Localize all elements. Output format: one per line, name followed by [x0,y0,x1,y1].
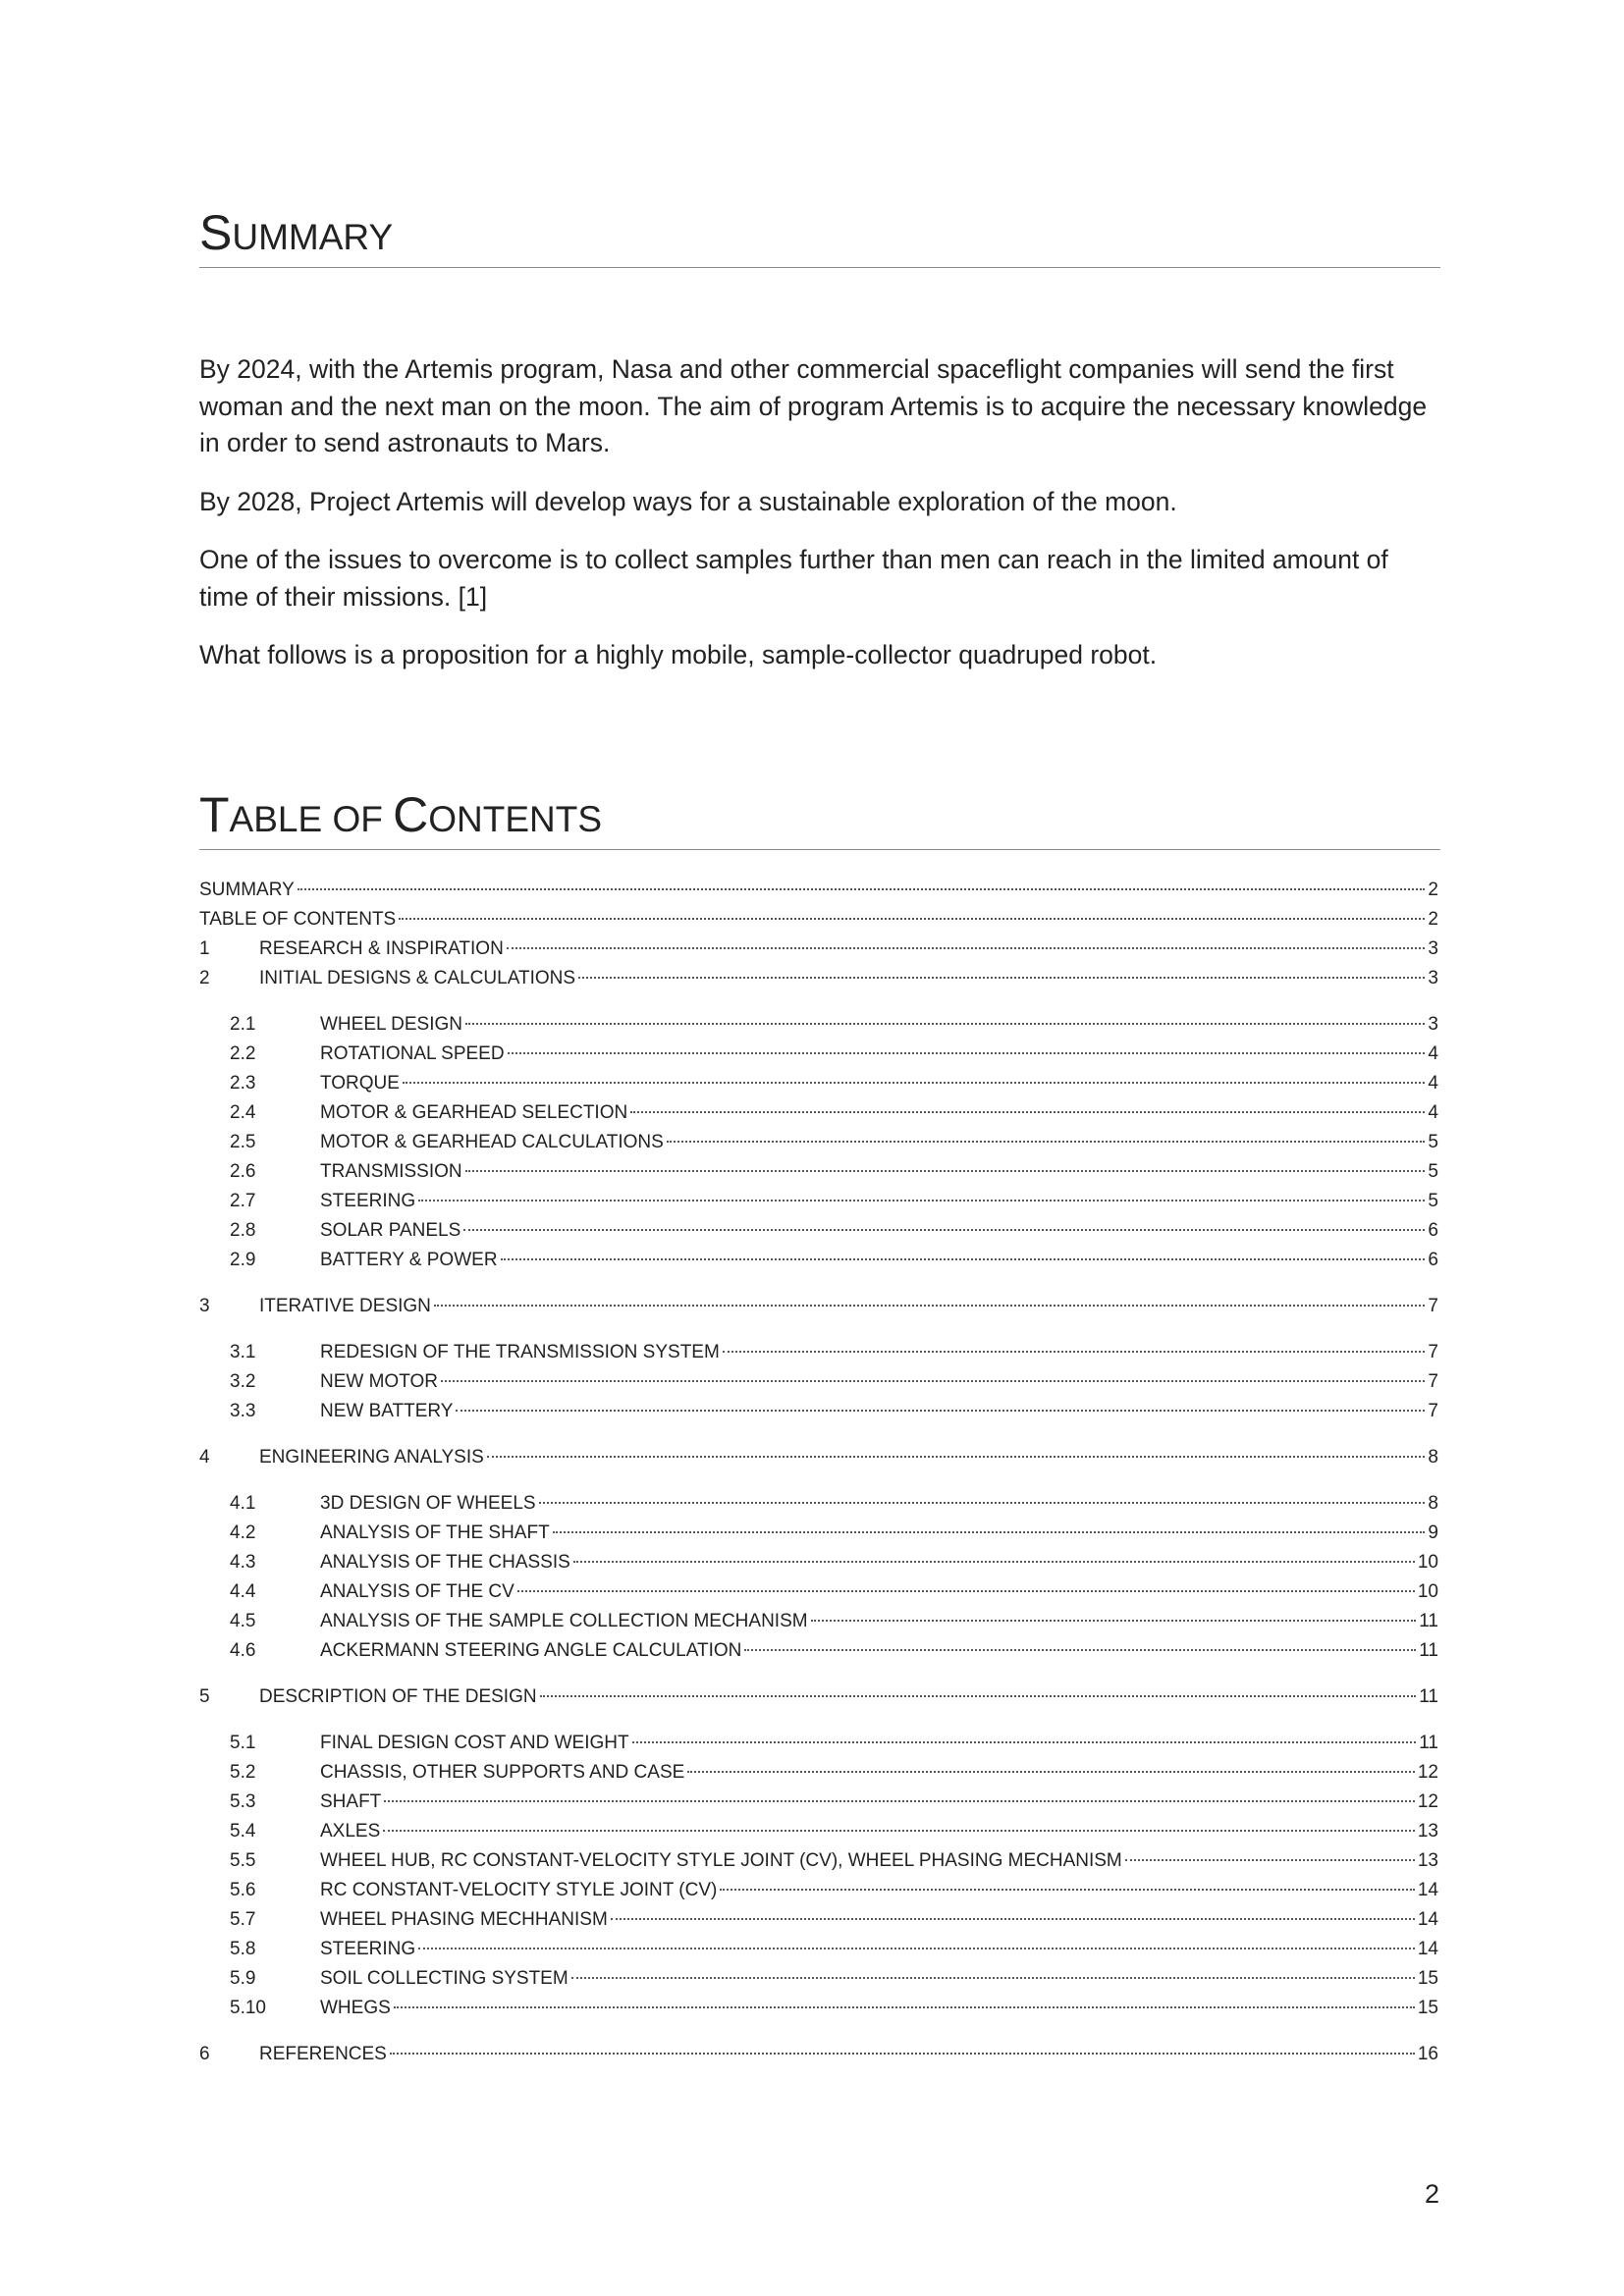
toc-entry-title[interactable]: INITIAL DESIGNS & CALCULATIONS [259,968,576,988]
toc-entry-title[interactable]: RESEARCH & INSPIRATION [259,938,504,959]
toc-dot-leader [501,1258,1426,1260]
toc-dot-leader [463,1229,1425,1231]
toc-dot-leader [611,1918,1415,1920]
toc-entry[interactable] [199,1338,1438,1367]
toc-entry-number: 2.7 [230,1191,256,1211]
toc-entry[interactable] [199,1292,1438,1321]
toc-entry-number: 5.9 [230,1968,256,1989]
toc-entry-number: 5.2 [230,1762,256,1783]
toc-entry[interactable] [199,1548,1438,1577]
toc-dot-leader [632,1741,1417,1743]
toc-dot-leader [418,1200,1425,1201]
toc-entry-number: 4.5 [230,1611,256,1631]
toc-entry-page: 6 [1428,1220,1438,1241]
toc-entry-number: 3.2 [230,1371,256,1392]
toc-entry-number: 4.6 [230,1640,256,1661]
toc-entry[interactable] [199,1964,1438,1994]
toc-entry[interactable] [199,1876,1438,1905]
toc-entry-number: 5.5 [230,1850,256,1871]
toc-entry-number: 2.8 [230,1220,256,1241]
toc-entry-page: 12 [1417,1762,1438,1783]
toc-entry[interactable] [199,964,1438,993]
toc-entry[interactable] [199,1157,1438,1187]
toc-entry-number: 3.3 [230,1401,256,1421]
toc-entry-page: 13 [1417,1850,1438,1871]
toc-dot-leader [540,1695,1417,1697]
toc-entry-page: 5 [1428,1191,1438,1211]
toc-entry[interactable] [199,1187,1438,1216]
toc-entry-number: 5.3 [230,1791,256,1812]
toc-heading-initial-c: C [393,787,429,842]
toc-entry-page: 5 [1428,1132,1438,1152]
toc-entry[interactable] [199,1098,1438,1128]
toc-heading [199,787,1440,850]
summary-paragraph-1: By 2024, with the Artemis program, Nasa and other commercial spaceflight companies will send the first woman and the next man on the moon. The aim of program Artemis is to acquire the necessary knowledge in order to send astronauts to Mars. [199,354,1428,457]
page-number: 2 [1424,2179,1439,2209]
toc-dot-leader [517,1590,1415,1592]
toc-entry-page: 8 [1428,1493,1438,1514]
toc-entry-title[interactable]: AXLES [320,1821,381,1842]
toc-entry-page: 15 [1417,1998,1438,2018]
toc-entry-page: 11 [1419,1640,1438,1661]
toc-dot-leader [573,1561,1415,1563]
toc-entry-number: 3.1 [230,1342,256,1362]
toc-entry-title[interactable]: ANALYSIS OF THE CV [320,1581,514,1602]
toc-entry-title[interactable]: WHEEL DESIGN [320,1014,462,1035]
toc-dot-leader [465,1170,1426,1172]
toc-entry-title[interactable]: WHEEL HUB, RC CONSTANT-VELOCITY STYLE JOINT (CV), WHEEL PHASING MECHANISM [320,1850,1122,1871]
toc-dot-leader [383,1830,1415,1832]
toc-dot-leader [1125,1859,1415,1861]
toc-dot-leader [465,1023,1425,1025]
toc-entry-title[interactable]: TABLE OF CONTENTS [199,909,397,930]
toc-entry-number: 2.3 [230,1073,256,1094]
toc-entry-title[interactable]: SHAFT [320,1791,382,1812]
summary-paragraph-3: One of the issues to overcome is to collect samples further than men can reach in the limited amount of time of their missions. [1] [199,545,1388,612]
toc-entry-page: 10 [1417,1581,1438,1602]
toc-entry-page: 2 [1428,880,1438,900]
toc-dot-leader [441,1380,1425,1382]
summary-heading [199,205,1440,268]
toc-entry-page: 12 [1417,1791,1438,1812]
toc-entry-page: 16 [1417,2044,1438,2064]
toc-entry-page: 4 [1428,1102,1438,1123]
toc-entry-number: 2 [199,968,210,988]
toc-entry[interactable] [199,2040,1438,2069]
toc-entry[interactable] [199,1817,1438,1846]
toc-heading-part-2: ONTENTS [428,799,602,839]
toc-entry-title[interactable]: ENGINEERING ANALYSIS [259,1447,484,1468]
toc-dot-leader [539,1502,1426,1504]
toc-dot-leader [434,1305,1426,1307]
toc-entry-title[interactable]: NEW MOTOR [320,1371,438,1392]
toc-dot-leader [571,1977,1415,1979]
toc-entry-page: 9 [1428,1522,1438,1543]
toc-entry-title[interactable]: 3D DESIGN OF WHEELS [320,1493,536,1514]
toc-dot-leader [720,1889,1415,1891]
toc-entry-title[interactable]: MOTOR & GEARHEAD SELECTION [320,1102,628,1123]
toc-entry[interactable] [199,1069,1438,1098]
toc-entry-page: 10 [1417,1552,1438,1573]
toc-entry-title[interactable]: DESCRIPTION OF THE DESIGN [259,1686,537,1707]
toc-entry[interactable] [199,1682,1438,1712]
toc-entry-page: 3 [1428,1014,1438,1035]
toc-entry-number: 2.5 [230,1132,256,1152]
toc-dot-leader [687,1771,1415,1773]
toc-entry-number: 2.9 [230,1250,256,1270]
toc-entry[interactable] [199,1758,1438,1788]
toc-entry-page: 14 [1417,1880,1438,1900]
toc-entry-title[interactable]: ACKERMANN STEERING ANGLE CALCULATION [320,1640,742,1661]
toc-dot-leader [507,947,1426,949]
toc-entry-title[interactable]: STEERING [320,1191,416,1211]
toc-entry-page: 3 [1428,938,1438,959]
toc-entry-number: 5 [199,1686,210,1707]
toc-entry-title[interactable]: NEW BATTERY [320,1401,454,1421]
toc-dot-leader [394,2006,1415,2008]
toc-entry[interactable] [199,1846,1438,1876]
toc-entry[interactable] [199,1367,1438,1397]
toc-entry[interactable] [199,934,1438,964]
toc-heading-initial-t: T [199,787,230,842]
toc-entry-title[interactable]: MOTOR & GEARHEAD CALCULATIONS [320,1132,664,1152]
toc-dot-leader [390,2053,1415,2055]
toc-entry-number: 5.10 [230,1998,266,2018]
toc-entry-number: 2.6 [230,1161,256,1182]
toc-entry-page: 8 [1428,1447,1438,1468]
toc-entry-title[interactable]: REFERENCES [259,2044,387,2064]
toc-entry-title[interactable]: SOLAR PANELS [320,1220,461,1241]
toc-entry-title[interactable]: STEERING [320,1939,416,1959]
toc-entry[interactable] [199,1489,1438,1519]
toc-dot-leader [418,1948,1415,1949]
toc-entry-number: 5.4 [230,1821,256,1842]
toc-entry[interactable] [199,905,1438,934]
toc-entry-number: 5.1 [230,1733,256,1753]
toc-entry-number: 4.4 [230,1581,256,1602]
toc-entry-title[interactable]: TORQUE [320,1073,400,1094]
toc-entry-number: 3 [199,1296,210,1316]
toc-dot-leader [508,1052,1426,1054]
toc-entry-page: 7 [1428,1296,1438,1316]
summary-paragraph-2: By 2028, Project Artemis will develop ways for a sustainable exploration of the moon. [199,486,1177,516]
toc-dot-leader [811,1620,1417,1622]
toc-entry-title[interactable]: SUMMARY [199,880,295,900]
toc-entry[interactable] [199,1519,1438,1548]
toc-entry-number: 5.7 [230,1909,256,1930]
toc-entry[interactable] [199,1607,1438,1636]
toc-entry[interactable] [199,1010,1438,1040]
toc-entry-number: 4.2 [230,1522,256,1543]
toc-dot-leader [630,1111,1425,1113]
toc-entry[interactable] [199,1040,1438,1069]
toc-entry-page: 15 [1417,1968,1438,1989]
toc-entry-title[interactable]: CHASSIS, OTHER SUPPORTS AND CASE [320,1762,685,1783]
summary-body [199,351,1440,696]
toc-entry[interactable] [199,1994,1438,2023]
toc-entry-page: 11 [1419,1733,1438,1753]
toc-dot-leader [456,1410,1425,1412]
toc-dot-leader [667,1141,1426,1143]
toc-entry[interactable] [199,1443,1438,1472]
summary-heading-initial: S [199,205,233,260]
toc-dot-leader [403,1082,1425,1084]
toc-dot-leader [723,1351,1426,1353]
toc-entry-number: 4 [199,1447,210,1468]
toc-entry-title[interactable]: BATTERY & POWER [320,1250,498,1270]
toc-entry-page: 11 [1419,1686,1438,1707]
toc-entry-number: 5.6 [230,1880,256,1900]
toc-entry-page: 7 [1428,1401,1438,1421]
toc-entry[interactable] [199,1729,1438,1758]
toc-entry-number: 2.1 [230,1014,256,1035]
toc-dot-leader [487,1456,1426,1458]
toc-entry-page: 7 [1428,1371,1438,1392]
toc-entry[interactable] [199,1246,1438,1275]
toc-entry[interactable] [199,1788,1438,1817]
toc-entry-title[interactable]: ANALYSIS OF THE SAMPLE COLLECTION MECHANISM [320,1611,808,1631]
toc-entry[interactable] [199,1636,1438,1666]
toc-dot-leader [298,888,1426,890]
toc-entry-number: 2.2 [230,1043,256,1064]
toc-entry-title[interactable]: REDESIGN OF THE TRANSMISSION SYSTEM [320,1342,720,1362]
toc-entry[interactable] [199,1128,1438,1157]
toc-entry[interactable] [199,1935,1438,1964]
toc-entry-page: 11 [1419,1611,1438,1631]
toc-entry-title[interactable]: TRANSMISSION [320,1161,462,1182]
toc-entry-title[interactable]: WHEGS [320,1998,391,2018]
toc-entry-number: 4.1 [230,1493,256,1514]
toc-entry[interactable] [199,1577,1438,1607]
toc-entry-page: 14 [1417,1939,1438,1959]
toc-entry-number: 5.8 [230,1939,256,1959]
toc-entry-title[interactable]: ANALYSIS OF THE SHAFT [320,1522,550,1543]
toc-entry[interactable] [199,876,1438,905]
toc-dot-leader [384,1800,1415,1802]
toc-entry-title[interactable]: FINAL DESIGN COST AND WEIGHT [320,1733,629,1753]
toc-dot-leader [744,1649,1416,1651]
toc-entry-page: 5 [1428,1161,1438,1182]
summary-paragraph-4: What follows is a proposition for a highly mobile, sample-collector quadruped robot. [199,640,1158,669]
toc-entry-title[interactable]: ITERATIVE DESIGN [259,1296,431,1316]
toc-entry-title[interactable]: SOIL COLLECTING SYSTEM [320,1968,568,1989]
toc-heading-part-1: ABLE OF [229,799,394,839]
toc-entry-page: 6 [1428,1250,1438,1270]
toc-entry[interactable] [199,1397,1438,1426]
toc-entry-number: 4.3 [230,1552,256,1573]
toc-dot-leader [399,918,1425,920]
toc-entry-number: 2.4 [230,1102,256,1123]
summary-heading-rest: UMMARY [232,217,394,257]
toc-entry-page: 2 [1428,909,1438,930]
toc-entry-title[interactable]: ANALYSIS OF THE CHASSIS [320,1552,570,1573]
toc-entry-page: 13 [1417,1821,1438,1842]
toc-entry[interactable] [199,1905,1438,1935]
toc-entry-number: 1 [199,938,210,959]
toc-entry-page: 3 [1428,968,1438,988]
toc-entry-page: 14 [1417,1909,1438,1930]
toc-entry-page: 4 [1428,1073,1438,1094]
toc-list [199,876,1438,2069]
toc-entry[interactable] [199,1216,1438,1246]
toc-entry-number: 6 [199,2044,210,2064]
toc-dot-leader [578,977,1425,979]
toc-entry-title[interactable]: RC CONSTANT-VELOCITY STYLE JOINT (CV) [320,1880,718,1900]
toc-dot-leader [553,1531,1426,1533]
toc-entry-page: 4 [1428,1043,1438,1064]
toc-entry-title[interactable]: WHEEL PHASING MECHHANISM [320,1909,608,1930]
toc-entry-title[interactable]: ROTATIONAL SPEED [320,1043,505,1064]
toc-entry-page: 7 [1428,1342,1438,1362]
